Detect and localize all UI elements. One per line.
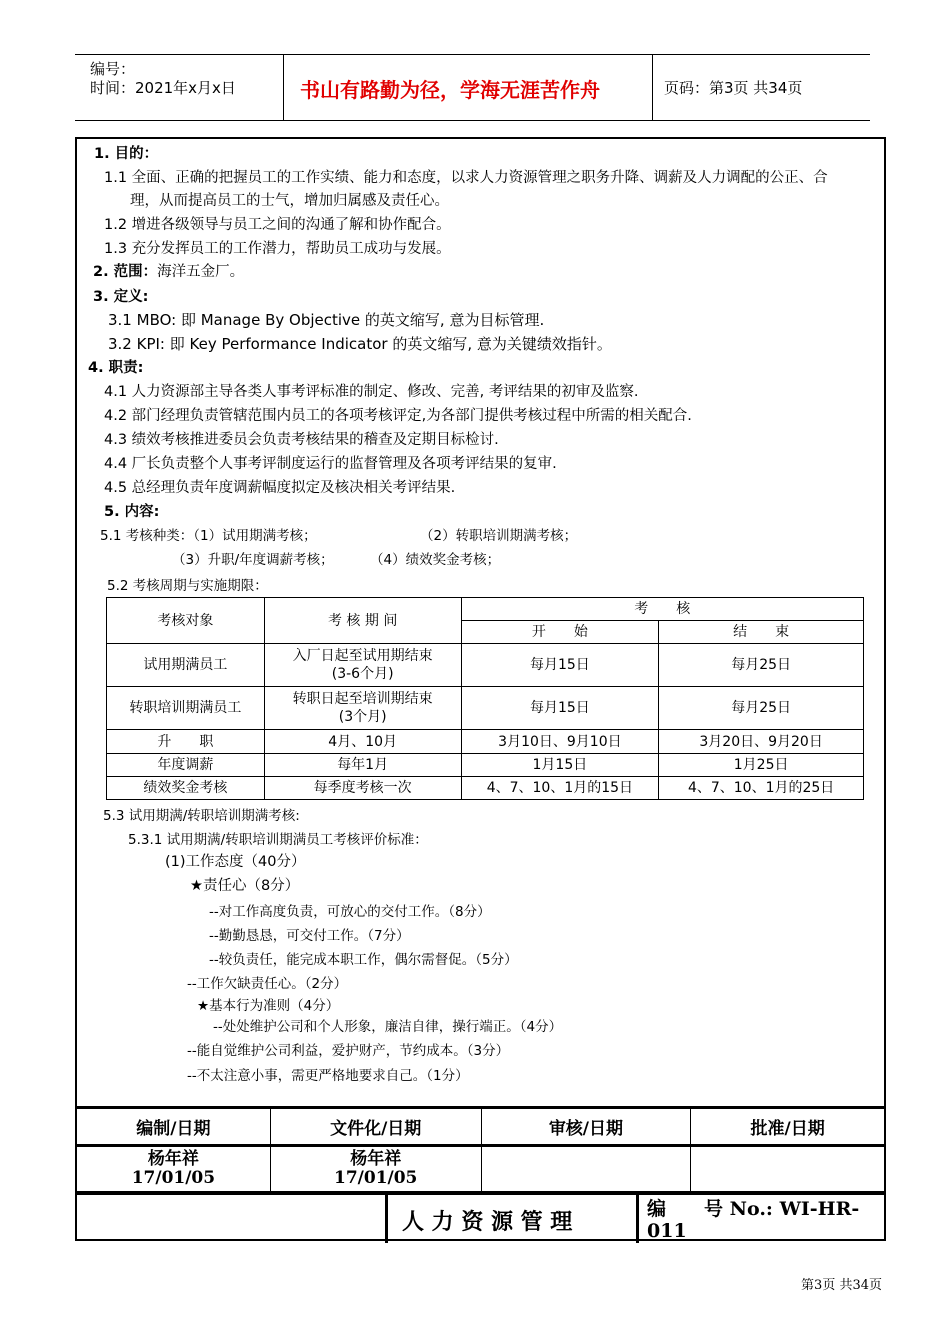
signoff-doc-cell	[270, 1146, 481, 1192]
section-1-3: 1.3 充分发挥员工的工作潜力，帮助员工成功与发展。	[104, 241, 451, 257]
signoff-edit-cell	[77, 1146, 271, 1192]
criterion-item: --较负责任，能完成本职工作，偶尔需督促。（5分）	[209, 952, 518, 968]
signoff-edit-date: 17/01/05	[131, 1168, 216, 1188]
section-2-text: 海洋五金厂。	[157, 264, 245, 280]
section-1-1a: 1.1 全面、正确的把握员工的工作实绩、能力和态度，以求人力资源管理之职务升降、调薪及人力调配的公正、合	[104, 170, 828, 186]
doc-code-cell	[636, 1195, 888, 1243]
section-5-1c: （3）升职/年度调薪考核；	[172, 552, 334, 568]
cell-end: 3月20日、9月20日	[659, 730, 864, 754]
signoff-edit-header: 编制/日期	[77, 1108, 271, 1146]
section-5-1b: （2）转职培训期满考核；	[420, 528, 578, 544]
cell-start: 每月15日	[461, 644, 659, 687]
signoff-doc-name: 杨年祥	[350, 1149, 402, 1169]
criterion-item: --处处维护公司和个人形象，廉洁自律，操行端正。（4分）	[213, 1019, 563, 1035]
section-5-3-1: 5.3.1 试用期满/转职培训期满员工考核评价标准：	[128, 832, 428, 848]
cell-period: 每季度考核一次	[264, 777, 461, 800]
section-5-3: 5.3 试用期满/转职培训期满考核:	[103, 808, 300, 824]
cell-start: 每月15日	[461, 687, 659, 730]
cell-start: 3月10日、9月10日	[461, 730, 659, 754]
header-divider	[652, 54, 653, 121]
section-5-2: 5.2 考核周期与实施期限：	[107, 578, 268, 594]
cell-object: 年度调薪	[107, 754, 265, 777]
motto-text: 书山有路勤为径，学海无涯苦作舟	[300, 78, 600, 102]
signoff-doc-date: 17/01/05	[334, 1168, 418, 1188]
th-start: 开 始	[461, 621, 659, 644]
cell-period-line: 入厂日起至试用期结束	[292, 648, 433, 664]
table-row	[107, 644, 864, 687]
cell-end: 每月25日	[659, 644, 864, 687]
section-1-1b: 理，从而提高员工的士气，增加归属感及责任心。	[130, 193, 449, 209]
doc-code-line: 011	[647, 1220, 687, 1242]
doc-id-row	[76, 1192, 885, 1243]
signoff-review-cell	[481, 1146, 691, 1192]
th-object: 考核对象	[107, 598, 265, 644]
section-1-title: 1. 目的：	[94, 146, 159, 162]
page-indicator: 页码：第3页 共34页	[664, 79, 803, 97]
criterion-item: --不太注意小事，需更严格地要求自己。（1分）	[187, 1068, 469, 1084]
doc-time-label: 时间：2021年x月x日	[90, 79, 236, 97]
th-period: 考 核 期 间	[264, 598, 461, 644]
cell-object: 绩效奖金考核	[107, 777, 265, 800]
section-4-4: 4.4 厂长负责整个人事考评制度运行的监督管理及各项考评结果的复审.	[104, 456, 557, 472]
dept-cell	[385, 1195, 636, 1243]
signoff-approve-header: 批准/日期	[691, 1108, 885, 1146]
cell-object: 试用期满员工	[107, 644, 265, 687]
cell-period: 每年1月	[264, 754, 461, 777]
responsibility-heading: ★责任心（8分）	[190, 878, 300, 894]
cell-period: 4月、10月	[264, 730, 461, 754]
cell-end: 每月25日	[659, 687, 864, 730]
header-bottom-rule	[75, 120, 870, 121]
table-row	[107, 754, 864, 777]
section-5-title: 5. 内容:	[104, 504, 160, 520]
doc-code	[647, 1198, 859, 1242]
dept-name: 人 力 资 源 管 理	[402, 1209, 573, 1235]
section-2-title: 2. 范围：	[93, 264, 158, 280]
section-4-3: 4.3 绩效考核推进委员会负责考核结果的稽查及定期目标检讨.	[104, 432, 499, 448]
page-footer: 第3页 共34页	[801, 1278, 882, 1293]
doc-number-label: 编号：	[90, 60, 136, 78]
criterion-item: --能自觉维护公司利益，爱护财产，节约成本。（3分）	[187, 1043, 510, 1059]
th-end: 结 束	[659, 621, 864, 644]
table-row	[107, 777, 864, 800]
section-5-1a: 5.1 考核种类：（1）试用期满考核；	[100, 528, 317, 544]
cell-period-line: (3-6个月)	[331, 666, 394, 682]
doc-code-line: 编 号 No.: WI-HR-	[647, 1198, 860, 1220]
section-4-5: 4.5 总经理负责年度调薪幅度拟定及核决相关考评结果.	[104, 480, 456, 496]
criterion-item: --勤勤恳恳，可交付工作。（7分）	[209, 928, 410, 944]
cell-object: 升 职	[107, 730, 265, 754]
cell-period	[264, 687, 461, 730]
cell-end: 1月25日	[659, 754, 864, 777]
section-2	[93, 262, 244, 282]
cell-start: 4、7、10、1月的15日	[461, 777, 659, 800]
table-row	[107, 730, 864, 754]
criterion-item: --对工作高度负责，可放心的交付工作。（8分）	[209, 904, 491, 920]
header-top-rule	[75, 54, 870, 55]
section-3-title: 3. 定义:	[93, 289, 149, 305]
signoff-doc-header: 文件化/日期	[270, 1108, 481, 1146]
signoff-table	[76, 1106, 885, 1192]
cell-object: 转职培训期满员工	[107, 687, 265, 730]
section-4-1: 4.1 人力资源部主导各类人事考评标准的制定、修改、完善, 考评结果的初审及监察.	[104, 384, 639, 400]
section-1-2: 1.2 增进各级领导与员工之间的沟通了解和协作配合。	[104, 217, 451, 233]
basic-conduct-heading: ★基本行为准则（4分）	[197, 998, 340, 1014]
section-4-title: 4. 职责:	[88, 360, 144, 376]
signoff-edit-name: 杨年祥	[147, 1149, 199, 1169]
section-4-2: 4.2 部门经理负责管辖范围内员工的各项考核评定,为各部门提供考核过程中所需的相关配合.	[104, 408, 692, 424]
cell-start: 1月15日	[461, 754, 659, 777]
schedule-table	[106, 597, 864, 800]
cell-period-line: (3个月)	[338, 709, 387, 725]
criterion-item: --工作欠缺责任心。（2分）	[187, 976, 348, 992]
table-row	[107, 687, 864, 730]
section-3-1: 3.1 MBO: 即 Manage By Objective 的英文缩写, 意为目标管理.	[108, 311, 545, 329]
header-divider	[283, 54, 284, 121]
cell-period-line: 转职日起至培训期结束	[292, 691, 433, 707]
signoff-approve-cell	[691, 1146, 885, 1192]
section-5-1d: （4）绩效奖金考核；	[370, 552, 501, 568]
th-exam: 考 核	[461, 598, 863, 621]
cell-end: 4、7、10、1月的25日	[659, 777, 864, 800]
section-3-2: 3.2 KPI: 即 Key Performance Indicator 的英文缩写, 意为关键绩效指针。	[108, 335, 612, 353]
attitude-heading: (1)工作态度（40分）	[165, 854, 306, 870]
signoff-review-header: 审核/日期	[481, 1108, 691, 1146]
cell-period	[264, 644, 461, 687]
